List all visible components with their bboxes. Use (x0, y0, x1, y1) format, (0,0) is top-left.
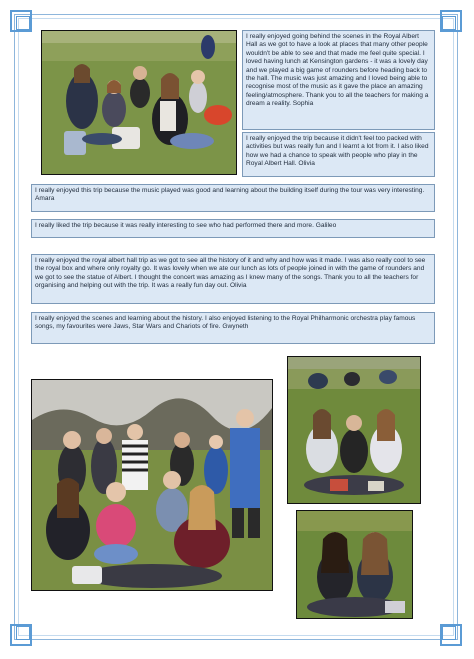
corner-ornament-bottom-left (10, 622, 36, 648)
corner-ornament-top-right (438, 10, 464, 36)
quote-olivia-long: I really enjoyed the royal albert hall trip as we got to see all the history of it and why and how was it made. I was also really cool to see the royal box and where only royalty go. It was lovely when we ate our lunch as lots of people joined in with the game of rounders and we got to see the statue of Albert. I thought the concert was amazing as I knew many of the songs. Thank you to all the teachers for organising and helping out with the trip. It was a really fun day out. Olivia (31, 254, 435, 304)
corner-ornament-top-left (10, 10, 36, 36)
quote-gwyneth: I really enjoyed the scenes and learning about the history. I also enjoyed listening to the Royal Philharmonic orchestra play famous songs, my favourites were Jaws, Star Wars and Chariots of fire. Gwyneth (31, 312, 435, 344)
photo-two-girls (296, 510, 413, 619)
quote-olivia-short: I really enjoyed the trip because it didn't feel too packed with activities but was really fun and I learnt a lot from it. I also liked how we had a chance to speak with people who play in the Royal Albert Hall. Olivia (242, 132, 435, 177)
quote-amara: I really enjoyed this trip because the music played was good and learning about the building itself during the tour was very interesting. Amara (31, 184, 435, 212)
quote-sophia: I really enjoyed going behind the scenes in the Royal Albert Hall as we got to have a look at places that many other people wouldn't be able to see and that made me feel quite special. I loved having lunch at Kensington gardens - it was a lovely day and we played a big game of rounders before heading back to the hall. The music was just amazing and I loved being able to recognise most of the music as it gave the place an amazing feeling/atmosphere. Thank you to all the teachers for making a dream a reality. Sophia (242, 30, 435, 130)
photo-students-relaxing (287, 356, 421, 504)
corner-ornament-bottom-right (438, 622, 464, 648)
photo-group-on-grass (41, 30, 237, 175)
quote-galileo: I really liked the trip because it was really interesting to see who had performed there and more. Galileo (31, 219, 435, 238)
photo-group-standing (31, 379, 273, 591)
